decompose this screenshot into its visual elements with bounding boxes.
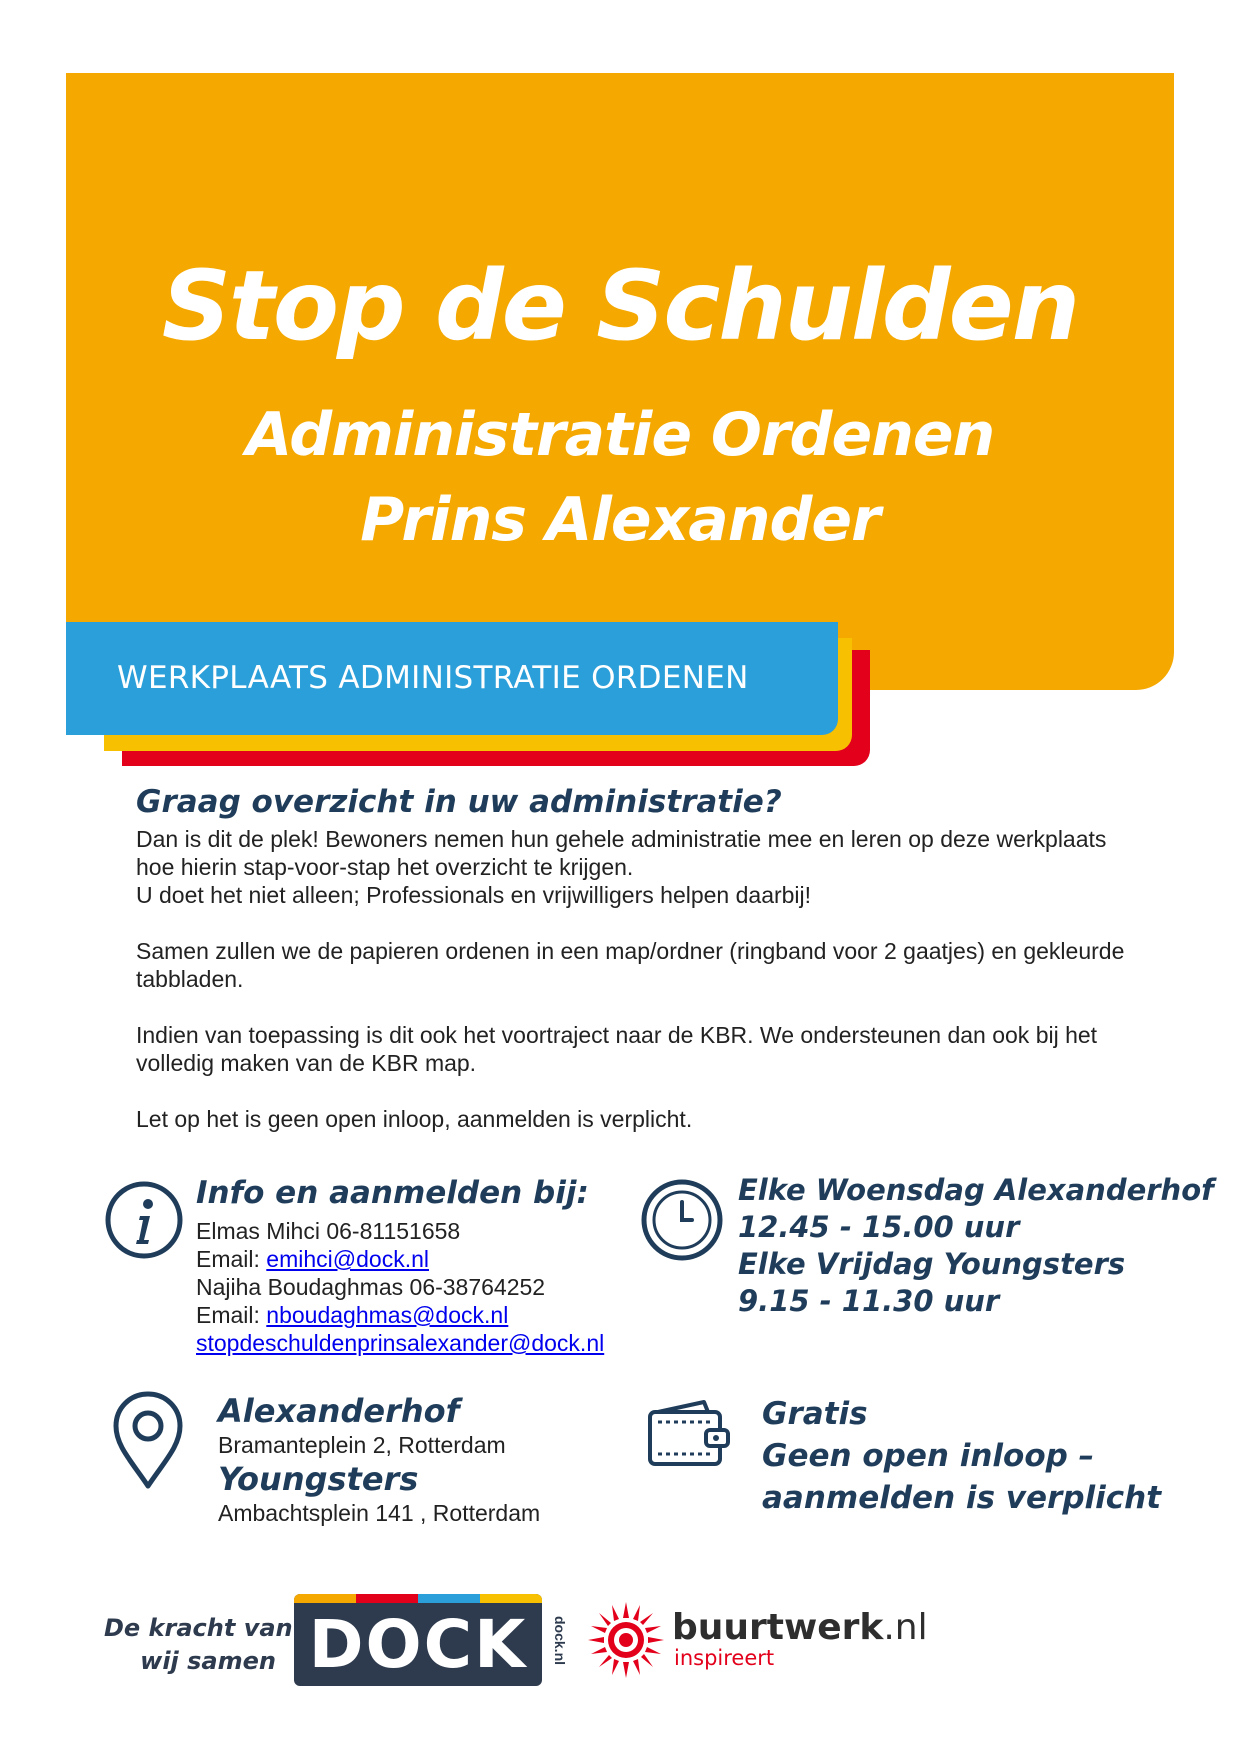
schedule-line: Elke Vrijdag Youngsters — [738, 1247, 1126, 1281]
dock-logo — [294, 1594, 542, 1686]
schedule-line: 12.45 - 15.00 uur — [738, 1210, 1020, 1244]
dock-url: dock.nl — [552, 1616, 568, 1666]
location-address-youngsters: Ambachtsplein 141 , Rotterdam — [218, 1500, 541, 1526]
buurtwerk-tagline: inspireert — [674, 1646, 775, 1670]
page-title: Stop de Schulden — [161, 250, 1079, 362]
contact-details — [196, 1217, 604, 1357]
dock-logo-stripe — [480, 1594, 542, 1603]
location-name-alexanderhof: Alexanderhof — [218, 1392, 460, 1430]
clock-icon — [640, 1178, 724, 1262]
location-address-alexanderhof: Bramanteplein 2, Rotterdam — [218, 1432, 506, 1458]
werkplaats-label: WERKPLAATS ADMINISTRATIE ORDENEN — [117, 660, 749, 696]
info-icon — [104, 1180, 184, 1260]
dock-slogan — [104, 1612, 293, 1678]
email-link-general[interactable]: stopdeschuldenprinsalexander@dock.nl — [196, 1330, 605, 1356]
cost-info — [762, 1393, 1161, 1519]
slogan-line: De kracht van — [104, 1614, 293, 1642]
email-link-nboudaghmas[interactable]: nboudaghmas@dock.nl — [266, 1302, 509, 1328]
contact-person-2: Najiha Boudaghmas 06-38764252 — [196, 1274, 546, 1300]
dock-logo-stripe — [356, 1594, 418, 1603]
intro-paragraph: U doet het niet alleen; Professionals en vrijwilligers helpen daarbij! — [136, 882, 812, 908]
dock-logo-stripe — [418, 1594, 480, 1603]
buurtwerk-sun-icon — [586, 1600, 666, 1680]
intro-paragraph: Samen zullen we de papieren ordenen in een map/ordner (ringband voor 2 gaatjes) en gekleurde tabbladen. — [136, 938, 1125, 992]
intro-paragraph: Indien van toepassing is dit ook het voortraject naar de KBR. We ondersteunen dan ook bij het volledig maken van de KBR map. — [136, 1022, 1098, 1076]
cost-line: Geen open inloop – — [762, 1438, 1095, 1474]
page-subtitle-1: Administratie Ordenen — [245, 400, 995, 470]
schedule-line: Elke Woensdag Alexanderhof — [738, 1173, 1214, 1207]
cost-line: aanmelden is verplicht — [762, 1480, 1162, 1516]
dock-logo-stripe — [294, 1594, 356, 1603]
wallet-icon — [646, 1398, 732, 1468]
contact-person-1: Elmas Mihci 06-81151658 — [196, 1218, 461, 1244]
cost-line: Gratis — [762, 1396, 868, 1432]
location-name-youngsters: Youngsters — [218, 1460, 419, 1498]
slogan-line: wij samen — [140, 1647, 276, 1675]
email-link-emihci[interactable]: emihci@dock.nl — [266, 1246, 429, 1272]
page-subtitle-2: Prins Alexander — [360, 485, 880, 555]
contact-heading: Info en aanmelden bij: — [196, 1175, 589, 1211]
email-label: Email: — [196, 1246, 260, 1272]
intro-paragraph: Dan is dit de plek! Bewoners nemen hun gehele administratie mee en leren op deze werkplaats hoe hierin stap-voor-stap het overzicht te krijgen. — [136, 826, 1107, 880]
locations — [218, 1392, 540, 1528]
intro-paragraph: Let op het is geen open inloop, aanmelden is verplicht. — [136, 1106, 693, 1132]
buurtwerk-name: buurtwerk — [672, 1607, 884, 1648]
map-pin-icon — [110, 1390, 186, 1490]
email-label: Email: — [196, 1302, 260, 1328]
buurtwerk-logo-text — [672, 1608, 928, 1648]
header-banner — [66, 73, 1174, 690]
intro-heading: Graag overzicht in uw administratie? — [136, 784, 782, 820]
schedule — [738, 1172, 1214, 1320]
schedule-line: 9.15 - 11.30 uur — [738, 1284, 1000, 1318]
dock-logo-text: DOCK — [308, 1606, 528, 1683]
intro-text — [136, 825, 1136, 1133]
buurtwerk-tld: .nl — [883, 1607, 928, 1648]
